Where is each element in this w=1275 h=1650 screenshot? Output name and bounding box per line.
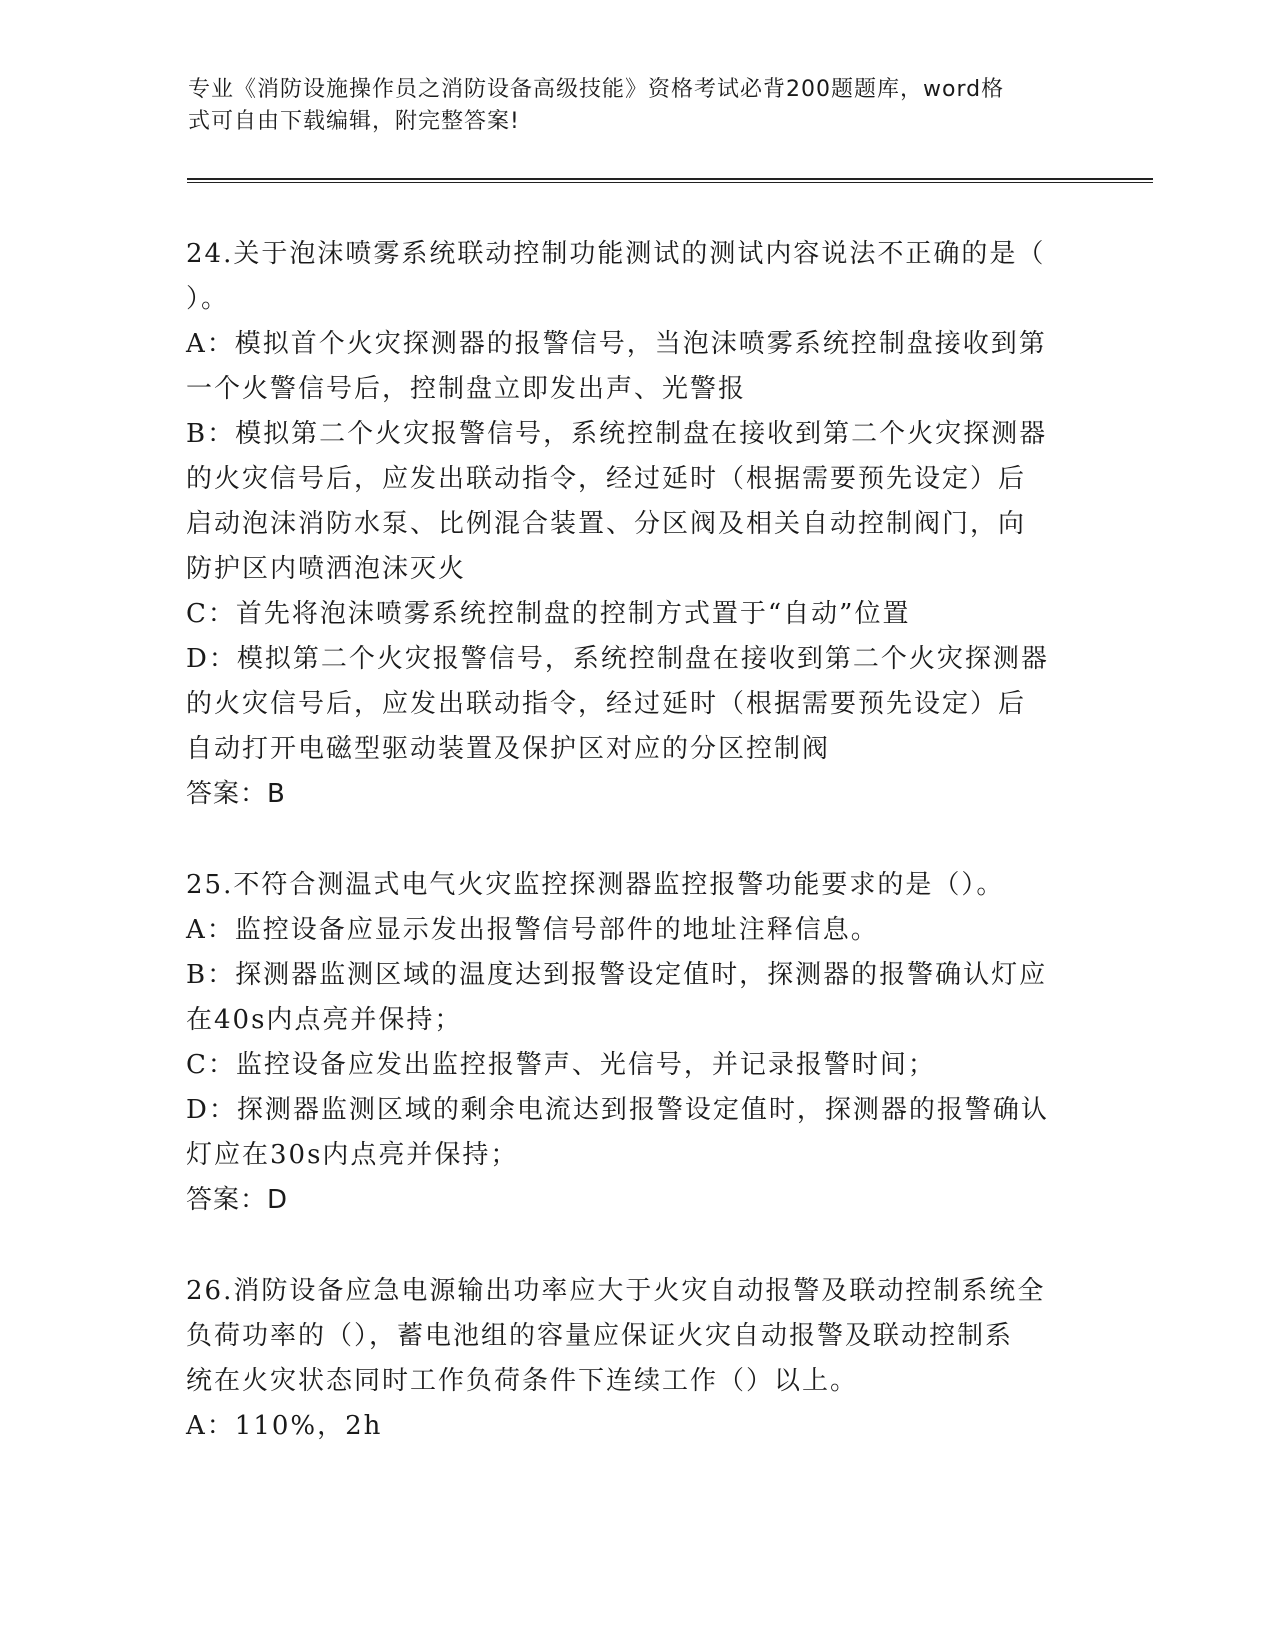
option-b-cont: 在40s内点亮并保持； bbox=[186, 1005, 463, 1035]
option-d-cont: 灯应在30s内点亮并保持； bbox=[186, 1140, 519, 1170]
option-b: B：探测器监测区域的温度达到报警设定值时，探测器的报警确认灯应 bbox=[186, 960, 1048, 990]
option-d-cont: 的火灾信号后，应发出联动指令，经过延时（根据需要预先设定）后 bbox=[186, 689, 1027, 719]
option-a: A：110%，2h bbox=[186, 1411, 383, 1441]
question-26 bbox=[186, 1269, 1086, 1449]
answer-label: 答案：B bbox=[186, 779, 286, 809]
question-line: 26.消防设备应急电源输出功率应大于火灾自动报警及联动控制系统全 bbox=[186, 1276, 1046, 1306]
question-line: 负荷功率的（），蓄电池组的容量应保证火灾自动报警及联动控制系 bbox=[186, 1321, 1014, 1351]
option-b-cont: 防护区内喷洒泡沫灭火 bbox=[186, 554, 467, 584]
answer-label: 答案：D bbox=[186, 1185, 289, 1215]
question-25 bbox=[186, 863, 1086, 1223]
option-a: A：监控设备应显示发出报警信号部件的地址注释信息。 bbox=[186, 915, 879, 945]
header-line: 专业《消防设施操作员之消防设备高级技能》资格考试必背200题题库，word格 bbox=[188, 77, 1005, 102]
header-line: 式可自由下载编辑，附完整答案! bbox=[188, 109, 520, 134]
question-line: 24.关于泡沫喷雾系统联动控制功能测试的测试内容说法不正确的是（ bbox=[186, 239, 1046, 269]
option-d: D：探测器监测区域的剩余电流达到报警设定值时，探测器的报警确认 bbox=[186, 1095, 1049, 1125]
option-c: C：首先将泡沫喷雾系统控制盘的控制方式置于“自动”位置 bbox=[186, 599, 911, 629]
document-header bbox=[188, 74, 1068, 138]
option-b-cont: 启动泡沫消防水泵、比例混合装置、分区阀及相关自动控制阀门，向 bbox=[186, 509, 1027, 539]
option-b-cont: 的火灾信号后，应发出联动指令，经过延时（根据需要预先设定）后 bbox=[186, 464, 1027, 494]
option-b: B：模拟第二个火灾报警信号，系统控制盘在接收到第二个火灾探测器 bbox=[186, 419, 1048, 449]
question-list bbox=[186, 232, 1086, 1449]
option-a: A：模拟首个火灾探测器的报警信号，当泡沫喷雾系统控制盘接收到第 bbox=[186, 329, 1047, 359]
question-line: 25.不符合测温式电气火灾监控探测器监控报警功能要求的是（）。 bbox=[186, 870, 1005, 900]
option-d: D：模拟第二个火灾报警信号，系统控制盘在接收到第二个火灾探测器 bbox=[186, 644, 1049, 674]
header-divider bbox=[187, 178, 1153, 180]
question-line: 统在火灾状态同时工作负荷条件下连续工作（）以上。 bbox=[186, 1366, 859, 1396]
question-line: ）。 bbox=[186, 284, 230, 314]
header-divider-thin bbox=[187, 182, 1153, 183]
question-24 bbox=[186, 232, 1086, 817]
option-c: C：监控设备应发出监控报警声、光信号，并记录报警时间； bbox=[186, 1050, 936, 1080]
option-a-cont: 一个火警信号后，控制盘立即发出声、光警报 bbox=[186, 374, 747, 404]
option-d-cont: 自动打开电磁型驱动装置及保护区对应的分区控制阀 bbox=[186, 734, 831, 764]
